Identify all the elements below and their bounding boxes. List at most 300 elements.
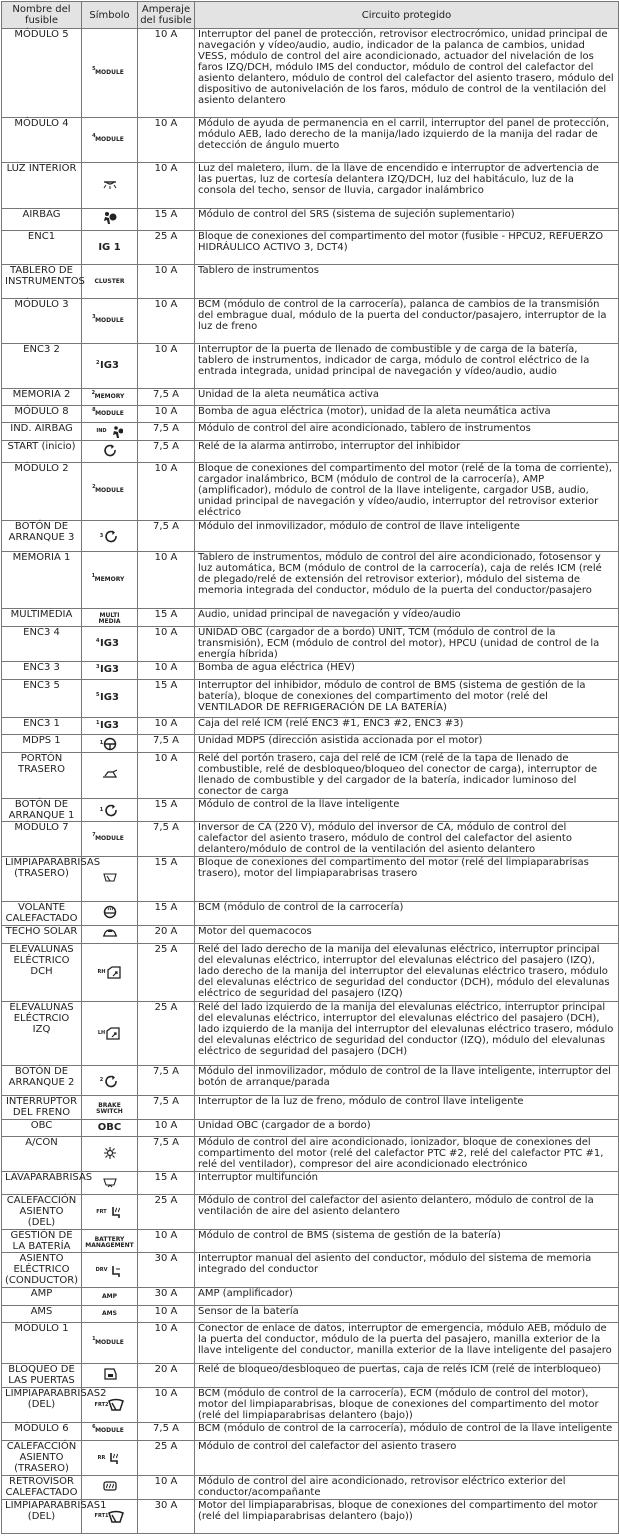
protected-circuit: Luz del maletero, ilum. de la llave de encendido e interruptor de advertencia de las puertas, luz de cortesía delantera IZQ/DCH, luz del habitáculo, luz de la consola del techo, sensor de lluvia, cargador inalámbrico [195,163,619,208]
module-icon [93,66,127,80]
table-row [2,1364,619,1388]
fuse-name: MULTIMEDIA [2,608,82,626]
module-icon [93,1424,127,1438]
fuse-symbol-number: 3 [92,314,96,321]
fuse-symbol [82,1441,138,1476]
table-row [2,1323,619,1364]
fuse-symbol-number: 1 [99,806,104,813]
fuse-name: IND. AIRBAG [2,423,82,440]
fuse-amperage: 10 A [138,1305,195,1322]
fuse-amperage: 10 A [138,163,195,208]
fuse-symbol [82,1476,138,1500]
fuse-symbol [82,440,138,463]
fuse-name: ELEVALUNAS ELÉCTRCIO IZQ [2,1001,82,1065]
table-row [2,463,619,520]
fuse-name: MÓDULO 1 [2,1323,82,1364]
protected-circuit: BCM (módulo de control de la carrocería), ECM (módulo de control del motor), motor del limpiaparabrisas, bloque de conexiones del compartimento del motor (relé del limpiaparabrisas delantero (bajo)) [195,1387,619,1422]
fuse-symbol-label: MODULE [95,835,124,843]
fuse-symbol-label: IG3 [100,692,119,704]
fuse-name: BOTÓN DE ARRANQUE 1 [2,798,82,822]
fuse-symbol-number: 2 [96,360,100,367]
table-row [2,265,619,299]
fuse-name: TABLERO DE INSTRUMENTOS [2,265,82,299]
protected-circuit: Módulo de control del SRS (sistema de sujeción suplementario) [195,208,619,231]
fuse-symbol [82,944,138,1001]
fuse-name: MÓDULO 6 [2,1422,82,1440]
fuse-symbol-label: BRAKE SWITCH [96,1102,123,1116]
fuse-symbol-number: 1 [91,573,96,580]
protected-circuit: Motor del limpiaparabrisas, bloque de conexiones del compartimento del motor (relé del limpiaparabrisas delantero (bajo)) [195,1499,619,1533]
protected-circuit: Módulo de ayuda de permanencia en el carril, interruptor del panel de protección, módulo AEB, lado derecho de la manija/lado izquierdo de la manija del radar de detección de ángulo muerto [195,118,619,163]
fuse-symbol-label: DRV [95,1267,108,1274]
fuse-amperage: 15 A [138,857,195,902]
protected-circuit: Unidad MDPS (dirección asistida accionada por el motor) [195,735,619,752]
protected-circuit: Interruptor del inhibidor, módulo de control de BMS (sistema de gestión de la batería), bloque de conexiones del compartimento del motor (relé del VENTILADOR DE REFRIGERACIÓN DE LA BATERÍA) [195,679,619,717]
table-row [2,608,619,626]
protected-circuit: Módulo de control del calefactor del asiento delantero, módulo de control de la ventilación de aire del asiento delantero [195,1194,619,1229]
fuse-symbol [82,1065,138,1096]
fuse-symbol [82,552,138,608]
fuse-name: AMS [2,1305,82,1322]
memory-icon [93,573,127,587]
fuse-name: LIMPIAPARABRISAS (TRASERO) [2,857,82,902]
protected-circuit: Bomba de agua eléctrica (motor), unidad de la aleta neumática activa [195,405,619,422]
fuse-amperage: 10 A [138,1229,195,1253]
fuse-symbol [82,1096,138,1120]
start-button-icon [93,1074,127,1088]
front-wiper-icon [93,1398,127,1412]
fuse-name: ASIENTO ELÉCTRICO (CONDUCTOR) [2,1253,82,1288]
table-row [2,798,619,822]
protected-circuit: Interruptor multifunción [195,1172,619,1195]
fuse-name: ELEVALUNAS ELÉCTRICO DCH [2,944,82,1001]
fuse-amperage: 10 A [138,717,195,734]
fuse-symbol-label: FRT [96,1208,107,1215]
fuse-amperage: 25 A [138,1441,195,1476]
fuse-amperage: 15 A [138,208,195,231]
header-amperage: Amperaje del fusible [138,2,195,29]
fuse-symbol-label: MULTI MEDIA [98,612,121,626]
fuse-amperage: 15 A [138,902,195,926]
start-icon [93,443,127,457]
table-row [2,440,619,463]
table-row [2,662,619,679]
protected-circuit: Relé del lado derecho de la manija del elevalunas eléctrico, interruptor principal del elevalunas eléctrico, interruptor del elevalunas eléctrico del pasajero (IZQ), lado derecho de la manija del interruptor del elevalunas eléctrico trasero, módulo del elevalunas eléctrico de seguridad del conductor (DCH), módulo del elevalunas eléctrico de seguridad del pasajero (IZQ) [195,944,619,1001]
module-icon [93,1336,127,1350]
fuse-symbol-number: 1 [99,740,104,747]
fuse-name: BOTÓN DE ARRANQUE 2 [2,1065,82,1096]
fuse-amperage: 25 A [138,231,195,265]
table-row [2,752,619,798]
protected-circuit: Unidad de la aleta neumática activa [195,389,619,405]
heated-mirror-icon [93,1479,127,1493]
protected-circuit: Conector de enlace de datos, interruptor de emergencia, módulo AEB, módulo de la puerta del conductor, módulo de la puerta del pasajero, manilla exterior de la llave inteligente del conductor, manilla exterior de la llave inteligente del pasajero [195,1323,619,1364]
fuse-symbol-label: MODULE [95,136,124,144]
power-window-icon [93,1027,127,1041]
fuse-symbol-number: 6 [92,1424,96,1431]
fuse-amperage: 10 A [138,1119,195,1136]
ams-icon [93,1307,127,1321]
fuse-symbol-number: 7 [92,832,96,839]
protected-circuit: Módulo de control del aire acondicionado, tablero de instrumentos [195,423,619,440]
fuse-symbol [82,163,138,208]
fuse-name: CALEFACCIÓN ASIENTO (DEL) [2,1194,82,1229]
table-row [2,902,619,926]
fuse-amperage: 7,5 A [138,735,195,752]
driver-seat-icon [93,1264,127,1278]
fuse-amperage: 25 A [138,944,195,1001]
fuse-symbol-number: 1 [96,719,100,726]
fuse-name: MÓDULO 5 [2,29,82,118]
fuse-name: BOTÓN DE ARRANQUE 3 [2,520,82,552]
protected-circuit: BCM (módulo de control de la carrocería) [195,902,619,926]
table-row [2,944,619,1001]
table-row [2,405,619,422]
fuse-name: LIMPIAPARABRISAS1 (DEL) [2,1499,82,1533]
fuse-symbol-label: FRT2 [94,1401,109,1408]
fuse-symbol [82,1364,138,1388]
fuse-symbol-label: MODULE [95,409,124,417]
table-row [2,627,619,662]
fuse-amperage: 25 A [138,1194,195,1229]
fuse-symbol-number: 2 [99,1077,104,1084]
fuse-symbol-number: 3 [99,532,104,539]
protected-circuit: Módulo de control del aire acondicionado, retrovisor eléctrico exterior del conductor/acompañante [195,1476,619,1500]
fuse-symbol-number: 8 [92,406,96,413]
header-circuit: Circuito protegido [195,2,619,29]
fuse-name: AMP [2,1288,82,1305]
fuse-name: VOLANTE CALEFACTADO [2,902,82,926]
table-row [2,822,619,857]
fuse-symbol [82,735,138,752]
table-row [2,1172,619,1195]
protected-circuit: Módulo de control de la llave inteligente [195,798,619,822]
fuse-symbol-number: 2 [92,484,96,491]
fuse-symbol [82,798,138,822]
fuse-amperage: 10 A [138,1387,195,1422]
protected-circuit: Bloque de conexiones del compartimento del motor (relé de la toma de corriente), cargador inalámbrico, BCM (módulo de control de la carrocería), AMP (amplificador), módulo de control de la llave inteligente, cargador USB, audio, unidad principal de navegación y vídeo/audio, interruptor del retrovisor exterior eléctrico [195,463,619,520]
fuse-amperage: 7,5 A [138,822,195,857]
fuse-name: TECHO SOLAR [2,925,82,943]
fuse-name: START (inicio) [2,440,82,463]
fuse-symbol-label: IG3 [100,360,119,372]
protected-circuit: Módulo de control de BMS (sistema de gestión de la batería) [195,1229,619,1253]
fuse-symbol [82,1137,138,1172]
table-row [2,1441,619,1476]
module-icon [93,133,127,147]
fuse-amperage: 20 A [138,1364,195,1388]
protected-circuit: UNIDAD OBC (cargador de a bordo) UNIT, TCM (módulo de control de la transmisión), ECM (módulo de control del motor), HPCU (unidad de control de la energía híbrida) [195,627,619,662]
protected-circuit: Inversor de CA (220 V), módulo del inversor de CA, módulo de control del calefactor del asiento trasero, módulo de control del calefactor del asiento delantero/módulo de control de la ventilación del asiento delantero [195,822,619,857]
fuse-symbol [82,902,138,926]
fuse-name: MEMORIA 2 [2,389,82,405]
fuse-symbol [82,1288,138,1305]
fuse-amperage: 7,5 A [138,1422,195,1440]
fuse-symbol-label: IG3 [100,664,119,676]
tailgate-icon [93,767,127,781]
table-row [2,717,619,734]
fuse-amperage: 10 A [138,552,195,608]
power-window-icon [93,966,127,980]
fuse-amperage: 10 A [138,1476,195,1500]
fuse-name: ENC3 3 [2,662,82,679]
fuse-amperage: 15 A [138,679,195,717]
fuse-name: MÓDULO 7 [2,822,82,857]
table-row [2,389,619,405]
protected-circuit: Módulo de control del calefactor del asiento trasero [195,1441,619,1476]
fuse-amperage: 10 A [138,405,195,422]
fuse-amperage: 30 A [138,1288,195,1305]
table-row [2,1119,619,1136]
fuse-amperage: 30 A [138,1253,195,1288]
fuse-symbol [82,1422,138,1440]
fuse-symbol [82,627,138,662]
table-row [2,1001,619,1065]
fuse-amperage: 10 A [138,463,195,520]
fuse-name: BLOQUEO DE LAS PUERTAS [2,1364,82,1388]
protected-circuit: Caja del relé ICM (relé ENC3 #1, ENC3 #2, ENC3 #3) [195,717,619,734]
table-row [2,163,619,208]
fuse-symbol [82,520,138,552]
obc-icon [93,1121,127,1135]
table-row [2,208,619,231]
fuse-amperage: 10 A [138,344,195,389]
fuse-name: LUZ INTERIOR [2,163,82,208]
fuse-symbol [82,423,138,440]
fuse-amperage: 25 A [138,1001,195,1065]
fuse-symbol-label: AMP [101,1292,117,1300]
room-lamp-icon [93,177,127,191]
table-row [2,925,619,943]
protected-circuit: Bloque de conexiones del compartimento del motor (relé del limpiaparabrisas trasero), motor del limpiaparabrisas trasero [195,857,619,902]
ig3-icon [93,359,127,373]
fuse-symbol-label: FRT1 [94,1513,109,1520]
fuse-name: LIMPIAPARABRISAS2 (DEL) [2,1387,82,1422]
ig3-icon [93,637,127,651]
fuse-amperage: 7,5 A [138,1137,195,1172]
brake-switch-icon [93,1102,127,1116]
fuse-name: LAVAPARABRISAS [2,1172,82,1195]
protected-circuit: Interruptor del panel de protección, retrovisor electrocrómico, unidad principal de navegación y vídeo/audio, audio, indicador de la palanca de cambios, unidad VESS, módulo de control del aire acondicionado, actuador del nivelación de los faros IZQ/DCH, módulo IMS del conductor, módulo de control del calefactor del asiento delantero, módulo de control del calefactor del asiento trasero, módulo del dispositivo de autonivelación de los faros, módulo de control de la ventilación del asiento delantero [195,29,619,118]
protected-circuit: BCM (módulo de control de la carrocería), palanca de cambios de la transmisión del embrague dual, módulo de la puerta del conductor/pasajero, interruptor de la luz de freno [195,298,619,343]
table-row [2,1194,619,1229]
protected-circuit: BCM (módulo de control de la carrocería), módulo de control de la llave inteligente [195,1422,619,1440]
fuse-symbol-label: AMS [102,1309,117,1317]
ig3-icon [93,663,127,677]
fuse-symbol-label: CLUSTER [94,277,125,285]
fuse-symbol-label: MEMORY [94,392,125,400]
fuse-symbol [82,717,138,734]
fuse-symbol-number: 5 [92,66,96,73]
fuse-symbol-number: 4 [96,638,100,645]
fuse-amperage: 10 A [138,118,195,163]
fuse-amperage: 10 A [138,752,195,798]
protected-circuit: Relé de bloqueo/desbloqueo de puertas, caja de relés ICM (relé de interbloqueo) [195,1364,619,1388]
module-icon [93,407,127,421]
ig1-icon [93,241,127,255]
fuse-symbol-label: IG3 [100,638,119,650]
fuse-symbol [82,1323,138,1364]
fuse-symbol-label: MODULE [95,1339,124,1347]
fuse-amperage: 10 A [138,1323,195,1364]
fuse-symbol [82,208,138,231]
fuse-symbol [82,822,138,857]
fuse-symbol [82,925,138,943]
table-row [2,1499,619,1533]
fuse-amperage: 7,5 A [138,1065,195,1096]
fuse-symbol [82,679,138,717]
fuse-name: MDPS 1 [2,735,82,752]
multimedia-icon [93,612,127,626]
heated-steering-icon [93,905,127,919]
ig3-icon [93,691,127,705]
start-button-icon [93,803,127,817]
fuse-amperage: 10 A [138,662,195,679]
fuse-symbol [82,231,138,265]
table-row [2,552,619,608]
table-row [2,1253,619,1288]
fuse-amperage: 7,5 A [138,1096,195,1120]
table-row [2,1096,619,1120]
table-row [2,1137,619,1172]
fuse-symbol-label: MODULE [95,69,124,77]
fuse-symbol-label: MODULE [95,487,124,495]
table-row [2,1476,619,1500]
table-header-row [2,2,619,29]
fuse-name: GESTIÓN DE LA BATERÍA [2,1229,82,1253]
ig3-icon [93,719,127,733]
mdps-icon [93,737,127,751]
fuse-symbol-number: 5 [96,692,100,699]
fuse-symbol [82,1305,138,1322]
fuse-name: ENC3 4 [2,627,82,662]
protected-circuit: AMP (amplificador) [195,1288,619,1305]
fuse-symbol-label: RH [97,969,106,976]
fuse-symbol [82,389,138,405]
table-row [2,1288,619,1305]
protected-circuit: Tablero de instrumentos, módulo de control del aire acondicionado, fotosensor y luz automática, BCM (módulo de control de la carrocería), caja de relés ICM (relé de plegado/relé de extensión del retrovisor exterior), módulo del sistema de memoria integrada del conductor, módulo de la puerta del conductor/pasajero [195,552,619,608]
fuse-symbol [82,608,138,626]
fuse-symbol [82,265,138,299]
fuse-name: AIRBAG [2,208,82,231]
protected-circuit: Unidad OBC (cargador de a bordo) [195,1119,619,1136]
fuse-symbol-label: IND [96,428,107,435]
fuse-name: A/CON [2,1137,82,1172]
protected-circuit: Interruptor de la luz de freno, módulo de control llave inteligente [195,1096,619,1120]
fuse-symbol [82,405,138,422]
fuse-name: MÓDULO 3 [2,298,82,343]
fuse-symbol-label: LH [97,1030,106,1036]
fuse-name: ENC3 1 [2,717,82,734]
rear-wiper-icon [93,871,127,885]
fuse-amperage: 7,5 A [138,520,195,552]
front-seat-heater-icon [93,1205,127,1219]
cluster-icon [93,275,127,289]
fuse-symbol [82,29,138,118]
fuse-amperage: 7,5 A [138,440,195,463]
protected-circuit: Sensor de la batería [195,1305,619,1322]
airbag-indicator-icon [93,425,127,439]
table-row [2,118,619,163]
protected-circuit: Bomba de agua eléctrica (HEV) [195,662,619,679]
protected-circuit: Bloque de conexiones del compartimento del motor (fusible - HPCU2, REFUERZO HIDRÁULICO ACTIVO 3, DCT4) [195,231,619,265]
fuse-symbol [82,1001,138,1065]
fuse-symbol-label: BATTERY MANAGEMENT [85,1235,134,1249]
fuse-symbol-label: IG3 [100,719,119,731]
sunroof-icon [93,926,127,940]
table-row [2,1229,619,1253]
header-symbol: Símbolo [82,2,138,29]
table-row [2,344,619,389]
table-row [2,1387,619,1422]
fuse-symbol-number: 4 [92,133,96,140]
fuse-name: MÓDULO 8 [2,405,82,422]
protected-circuit: Motor del quemacocos [195,925,619,943]
rear-seat-heater-icon [93,1451,127,1465]
protected-circuit: Módulo del inmovilizador, módulo de control de llave inteligente [195,520,619,552]
table-row [2,679,619,717]
fuse-symbol [82,752,138,798]
fuse-amperage: 15 A [138,608,195,626]
table-row [2,857,619,902]
fuse-amperage: 7,5 A [138,423,195,440]
amp-icon [93,1290,127,1304]
fuse-symbol-label: OBC [97,1122,122,1134]
fuse-name: PORTÓN TRASERO [2,752,82,798]
protected-circuit: Relé del portón trasero, caja del relé de ICM (relé de la tapa de llenado de combustible, relé de desbloqueo/bloqueo del conector de carga), interruptor de llenado de combustible y del cargador de la batería, indicador luminoso del conector de carga [195,752,619,798]
fuse-name: OBC [2,1119,82,1136]
fuse-amperage: 30 A [138,1499,195,1533]
fuse-symbol [82,463,138,520]
table-row [2,423,619,440]
fuse-symbol-label: RR [97,1454,106,1461]
module-icon [93,832,127,846]
fuse-symbol [82,1253,138,1288]
door-lock-icon [93,1367,127,1381]
fuse-symbol-label: MODULE [95,317,124,325]
fuse-name: MÓDULO 4 [2,118,82,163]
protected-circuit: Tablero de instrumentos [195,265,619,299]
battery-management-icon [85,1235,134,1250]
fuse-amperage: 15 A [138,798,195,822]
module-icon [93,314,127,328]
memory-icon [93,390,127,404]
fuse-name: MEMORIA 1 [2,552,82,608]
fuse-symbol [82,1229,138,1253]
fuse-symbol [82,1119,138,1136]
fuse-name: INTERRUPTOR DEL FRENO [2,1096,82,1120]
table-row [2,298,619,343]
fuse-amperage: 10 A [138,29,195,118]
fuse-symbol-label: IG 1 [98,241,121,253]
fuse-table [1,1,619,1534]
fuse-symbol-number: 3 [96,664,100,671]
protected-circuit: Interruptor manual del asiento del conductor, módulo del sistema de memoria integrado del conductor [195,1253,619,1288]
fuse-name: CALEFACCIÓN ASIENTO (TRASERO) [2,1441,82,1476]
fuse-symbol-label: MEMORY [94,576,125,584]
fuse-amperage: 10 A [138,265,195,299]
fuse-amperage: 15 A [138,1172,195,1195]
protected-circuit: Módulo de control del aire acondicionado, ionizador, bloque de conexiones del compartimento del motor (relé del calefactor PTC #2, relé del calefactor PTC #1, relé del ventilador), compresor del aire acondicionado electrónico [195,1137,619,1172]
fuse-name: ENC3 2 [2,344,82,389]
fuse-name: RETROVISOR CALEFACTADO [2,1476,82,1500]
fuse-symbol-label: MODULE [95,1427,124,1435]
fuse-name: ENC1 [2,231,82,265]
table-row [2,29,619,118]
protected-circuit: Interruptor de la puerta de llenado de combustible y de carga de la batería, tablero de instrumentos, indicador de carga, módulo de control eléctrico de la entrada integrada, unidad principal de navegación y vídeo/audio, audio [195,344,619,389]
fuse-symbol [82,118,138,163]
table-row [2,520,619,552]
